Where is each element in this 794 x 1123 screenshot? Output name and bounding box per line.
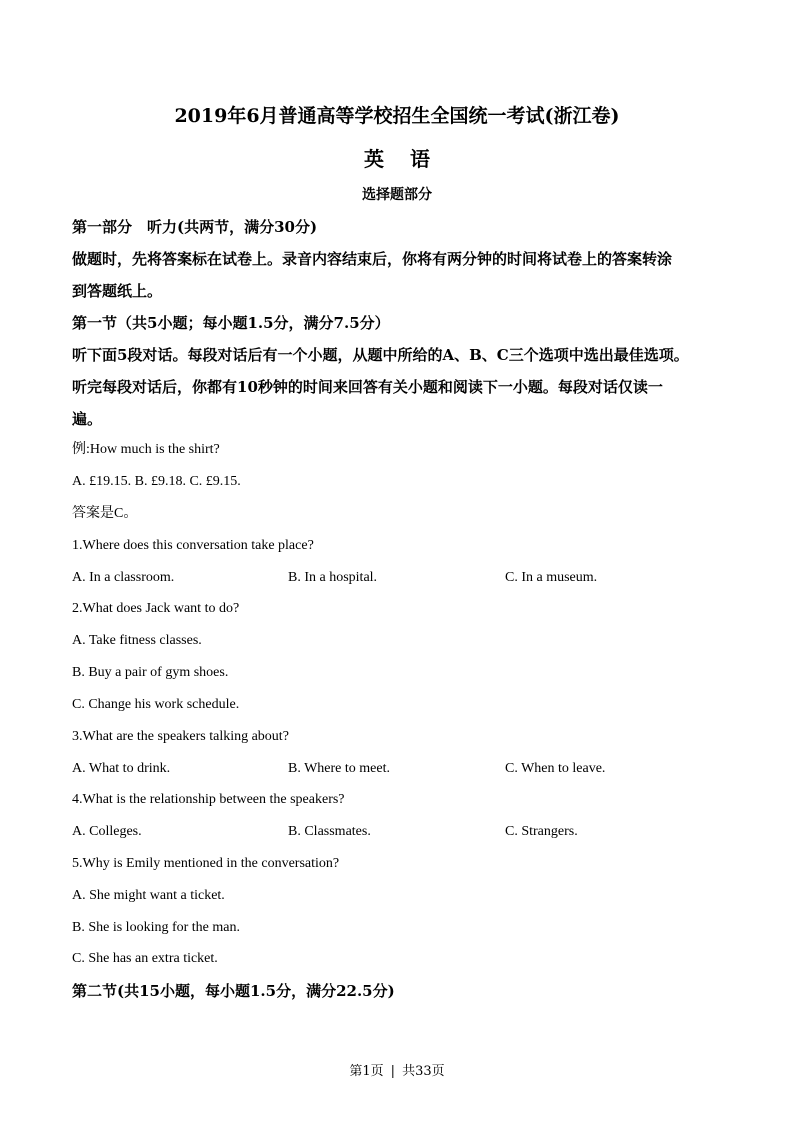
question-4-option-c: C. Strangers.: [505, 824, 578, 839]
footer-separator: |: [390, 1064, 396, 1079]
question-2: 2.What does Jack want to do?: [72, 601, 240, 616]
page-footer: [0, 1062, 794, 1082]
question-2-option-b: B. Buy a pair of gym shoes.: [72, 665, 229, 680]
question-4-option-b: B. Classmates.: [288, 824, 371, 839]
question-3-option-b: B. Where to meet.: [288, 761, 390, 776]
part1-heading: 第一部分 听力(共两节，满分30分): [72, 218, 318, 236]
example-question: 例:How much is the shirt?: [72, 442, 220, 457]
question-1-option-a: A. In a classroom.: [72, 570, 175, 585]
question-3-option-a: A. What to drink.: [72, 761, 171, 776]
section1-heading: 第一节（共5小题；每小题1.5分，满分7.5分）: [72, 314, 390, 332]
section1-instruction-line-2: 听完每段对话后，你都有10秒钟的时间来回答有关小题和阅读下一小题。每段对话仅读一: [72, 378, 663, 396]
question-5: 5.Why is Emily mentioned in the conversation?: [72, 856, 340, 871]
question-1-option-b: B. In a hospital.: [288, 570, 378, 585]
page-total: 共33页: [402, 1064, 445, 1079]
question-2-option-a: A. Take fitness classes.: [72, 633, 202, 648]
question-3-option-c: C. When to leave.: [505, 761, 606, 776]
example-answer: 答案是C。: [72, 506, 138, 521]
question-1-option-c: C. In a museum.: [505, 570, 598, 585]
question-5-option-b: B. She is looking for the man.: [72, 920, 240, 935]
example-options: A. £19.15. B. £9.18. C. £9.15.: [72, 474, 241, 489]
section-title: 选择题部分: [362, 187, 432, 203]
section1-instruction-line-1: 听下面5段对话。每段对话后有一个小题，从题中所给的A、B、C三个选项中选出最佳选项。: [72, 346, 689, 364]
exam-title: 2019年6月普通高等学校招生全国统一考试(浙江卷): [174, 105, 620, 127]
question-2-option-c: C. Change his work schedule.: [72, 697, 240, 712]
subject-char-2: 语: [410, 147, 430, 171]
part1-instruction-line-2: 到答题纸上。: [72, 282, 163, 300]
page-number: 第1页: [349, 1064, 384, 1079]
question-4-option-a: A. Colleges.: [72, 824, 142, 839]
part1-instruction-line-1: 做题时，先将答案标在试卷上。录音内容结束后，你将有两分钟的时间将试卷上的答案转涂: [72, 250, 673, 268]
section1-instruction-line-3: 遍。: [72, 410, 103, 428]
question-1: 1.Where does this conversation take place?: [72, 538, 314, 553]
subject-heading: [0, 144, 794, 174]
question-3: 3.What are the speakers talking about?: [72, 729, 289, 744]
question-5-option-a: A. She might want a ticket.: [72, 888, 225, 903]
subject-char-1: 英: [364, 147, 384, 171]
question-5-option-c: C. She has an extra ticket.: [72, 951, 218, 966]
question-4: 4.What is the relationship between the speakers?: [72, 792, 345, 807]
section2-heading: 第二节(共15小题，每小题1.5分，满分22.5分): [72, 982, 395, 1000]
